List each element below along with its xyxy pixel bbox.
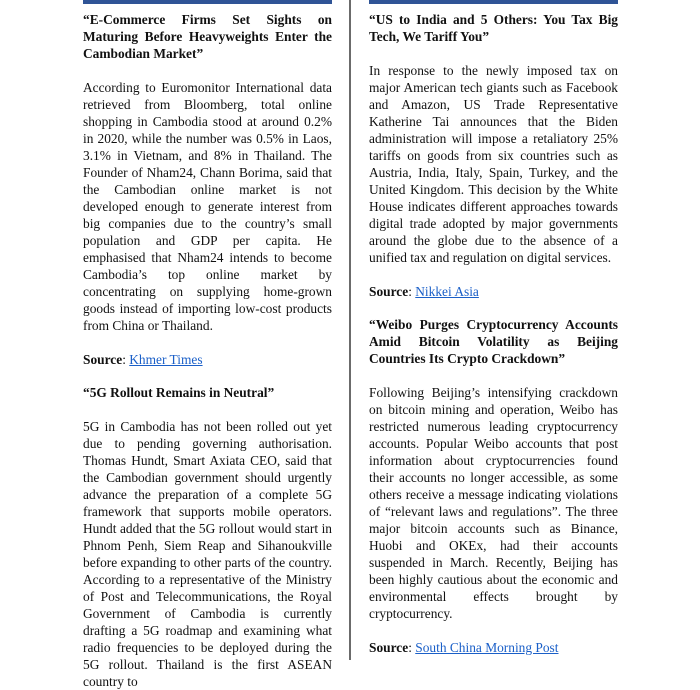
article-ecommerce [83, 11, 332, 368]
right-column-header-bar [369, 0, 618, 4]
article-body: 5G in Cambodia has not been rolled out yet due to pending governing authorisation. Thomas Hundt, Smart Axiata CEO, said that the Cambodian government should urgently advance the preparation of a complete 5G framework that supports mobile operators. Hundt added that the 5G rollout would start in Phnom Penh, Siem Reap and Sihanoukville before expanding to other parts of the country. According to a representative of the Ministry of Post and Telecommunications, the Royal Government of Cambodia is currently drafting a 5G roadmap and examining what radio frequencies to be deployed during the 5G rollout. Thailand is the first ASEAN country to [83, 419, 332, 689]
article-us-tariff [369, 11, 618, 300]
source-colon: : [408, 284, 416, 299]
article-source [369, 639, 618, 656]
left-column [83, 11, 332, 690]
article-headline: “US to India and 5 Others: You Tax Big Tech, We Tariff You” [369, 12, 618, 44]
source-link-khmer-times[interactable]: Khmer Times [129, 352, 203, 367]
source-label: Source [369, 284, 409, 299]
article-source [83, 351, 332, 368]
article-5g-rollout [83, 384, 332, 690]
article-body: In response to the newly imposed tax on major American tech giants such as Facebook and Amazon, US Trade Representative Katherine Tai announces that the Biden administration will impose a retaliatory 25% tariffs on goods from six countries such as Austria, India, Italy, Spain, Turkey, and the United Kingdom. This decision by the White House indicates different approaches towards digital trade adopted by major governments around the globe due to the absence of a unified tax and regulation on digital services. [369, 63, 618, 265]
column-divider [349, 0, 351, 660]
article-headline: “Weibo Purges Cryptocurrency Accounts Amid Bitcoin Volatility as Beijing Countries Its Crypto Crackdown” [369, 317, 618, 366]
article-source [369, 283, 618, 300]
source-label: Source [369, 640, 409, 655]
article-body: Following Beijing’s intensifying crackdown on bitcoin mining and operation, Weibo has restricted numerous leading cryptocurrency accounts. Popular Weibo accounts that post information about cryptocurrencies found their accounts no longer accessible, as some others receive a message indicating violations of “relevant laws and regulations”. The three major bitcoin accounts such as Binance, Huobi and OKEx, had their accounts suspended in March. Recently, Beijing has been highly cautious about the economic and environmental effects brought by cryptocurrency. [369, 385, 618, 621]
source-label: Source [83, 352, 123, 367]
right-column [369, 11, 618, 656]
source-colon: : [408, 640, 416, 655]
source-link-nikkei-asia[interactable]: Nikkei Asia [415, 284, 479, 299]
article-headline: “5G Rollout Remains in Neutral” [83, 385, 275, 400]
source-link-scmp[interactable]: South China Morning Post [415, 640, 559, 655]
article-body: According to Euromonitor International data retrieved from Bloomberg, total online shopping in Cambodia stood at around 0.2% in 2020, while the number was 0.5% in Laos, 3.1% in Vietnam, and 8% in Thailand. The Founder of Nham24, Chann Borima, said that the Cambodian online market is not developed enough to generate interest from big companies due to the country’s small population and GDP per capita. He emphasised that Nham24 intends to become Cambodia’s top online market by concentrating on supplying home-grown goods instead of importing low-cost products from China or Thailand. [83, 80, 332, 333]
left-column-header-bar [83, 0, 332, 4]
source-colon: : [122, 352, 130, 367]
article-headline: “E-Commerce Firms Set Sights on Maturing Before Heavyweights Enter the Cambodian Market” [83, 12, 332, 61]
article-weibo-crypto [369, 316, 618, 656]
